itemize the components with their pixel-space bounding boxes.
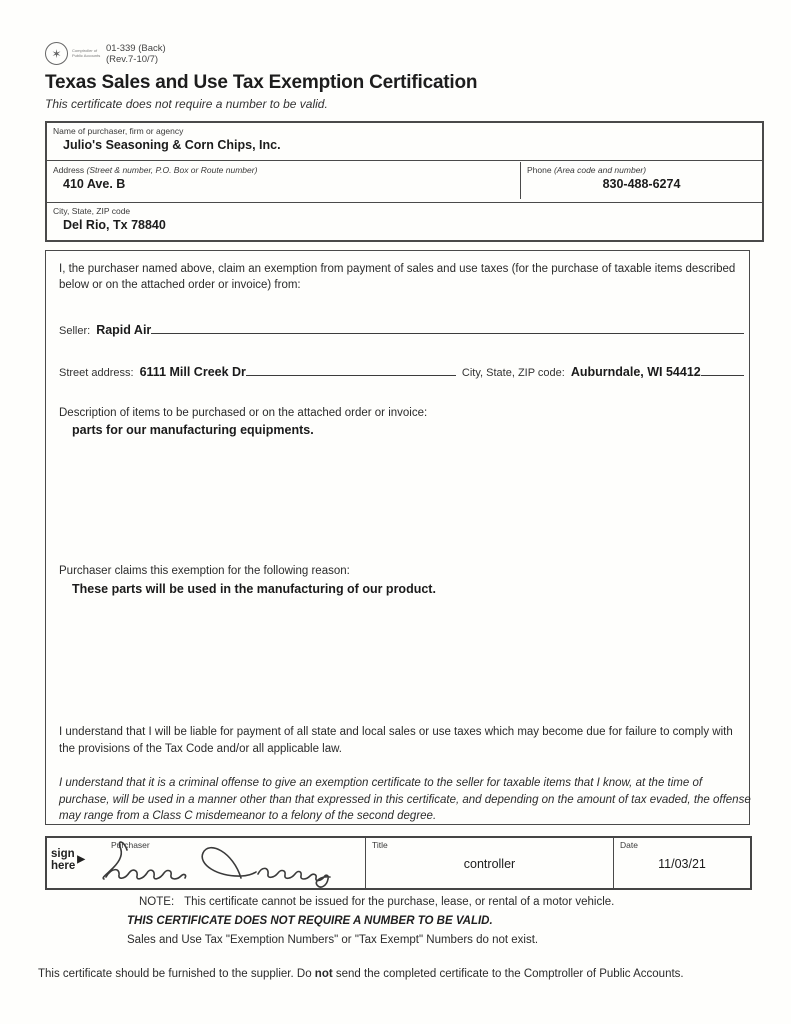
note-label: NOTE: [139,896,175,908]
street-address-label: Street address: [59,367,134,379]
form-id-block [45,42,166,65]
phone-label-main: Phone [527,165,554,175]
handwritten-signature [93,834,361,890]
seller-underline [151,333,744,334]
sign-here-line2: here [51,860,76,873]
page-title: Texas Sales and Use Tax Exemption Certification [45,72,478,93]
purchaser-info-box [45,121,764,242]
date-cell [613,838,750,888]
footer-instruction [38,968,684,980]
purchaser-city-value: Del Rio, Tx 78840 [63,218,166,232]
criminal-offense-paragraph: I understand that it is a criminal offense to give an exemption certificate to the seller for taxable items that I know, at the time of purchase, will be used in a manner other than that expressed in this certificate, and depending on the amount of tax evaded, the offense may range from a Class C misdemeanor to a felony of the second degree. [59,777,751,823]
sign-here-line1: sign [51,848,75,860]
form-number [106,43,166,65]
agency-microtext: Comptroller of Public Accounts [72,48,101,58]
comptroller-seal-icon: ✶ [45,42,68,65]
page-subtitle: This certificate does not require a number to be valid. [45,97,328,111]
title-label: Title [372,840,388,850]
purchaser-name-value: Julio's Seasoning & Corn Chips, Inc. [63,138,281,152]
purchaser-phone-value: 830-488-6274 [602,177,681,191]
liability-paragraph: I understand that I will be liable for payment of all state and local sales or use taxes which may become due for failure to comply with the provisions of the Tax Code and/or all applicable law. [59,726,733,755]
title-cell [365,838,613,888]
form-number-line: 01-339 (Back) [106,42,166,54]
sign-here-arrow-icon: ▶ [77,853,85,865]
purchaser-cell-label: Purchaser [111,840,150,850]
phone-label-paren: (Area code and number) [553,165,647,175]
note-line [127,893,614,912]
title-value: controller [463,857,516,871]
seller-city-underline [701,375,744,376]
description-label: Description of items to be purchased or on the attached order or invoice: [59,407,428,419]
exemption-numbers-line: Sales and Use Tax "Exemption Numbers" or "Tax Exempt" Numbers do not exist. [127,934,539,946]
claim-intro-text: I, the purchaser named above, claim an exemption from payment of sales and use taxes (for the purchase of taxable items described below or on the attached order or invoice) from: [59,263,736,292]
purchaser-city-label: City, State, ZIP code [53,206,131,216]
reason-value: These parts will be used in the manufacturing of our product. [72,582,436,596]
purchaser-signature-cell [47,838,365,888]
seller-city-value: Auburndale, WI 54412 [570,365,701,379]
purchaser-address-cell [47,162,521,199]
date-value: 11/03/21 [658,857,706,871]
sign-here-label [51,848,85,872]
seller-line [59,323,744,337]
claim-box [45,250,750,825]
description-value: parts for our manufacturing equipments. [72,423,314,437]
purchaser-phone-cell [521,162,762,199]
purchaser-name-label: Name of purchaser, firm or agency [53,126,184,136]
footer-text-not: not [314,968,333,980]
seller-value: Rapid Air [96,323,152,337]
signature-row [45,836,752,890]
footer-text-post: send the completed certificate to the Comptroller of Public Accounts. [332,968,684,980]
seller-address-line [59,365,744,379]
purchaser-address-row [47,160,762,202]
date-label: Date [620,840,638,850]
note-block [127,893,614,950]
form-rev-line: (Rev.7-10/7) [106,53,159,65]
note-text: This certificate cannot be issued for the purchase, lease, or rental of a motor vehicle. [184,896,615,908]
purchaser-city-row [47,202,762,240]
reason-label: Purchaser claims this exemption for the following reason: [59,565,350,577]
no-number-required-line: THIS CERTIFICATE DOES NOT REQUIRE A NUMBER TO BE VALID. [127,915,493,927]
purchaser-address-label [47,163,520,175]
purchaser-name-row [47,123,762,160]
purchaser-phone-label [521,163,762,175]
seller-label: Seller: [59,325,91,337]
address-label-paren: (Street & number, P.O. Box or Route number) [86,165,258,175]
seller-city-label: City, State, ZIP code: [461,367,565,379]
sign-here-text [51,848,75,872]
street-underline [246,375,456,376]
footer-text-pre: This certificate should be furnished to the supplier. Do [38,968,315,980]
street-address-value: 6111 Mill Creek Dr [139,365,246,379]
address-label-main: Address [53,165,87,175]
purchaser-address-value: 410 Ave. B [63,177,126,191]
